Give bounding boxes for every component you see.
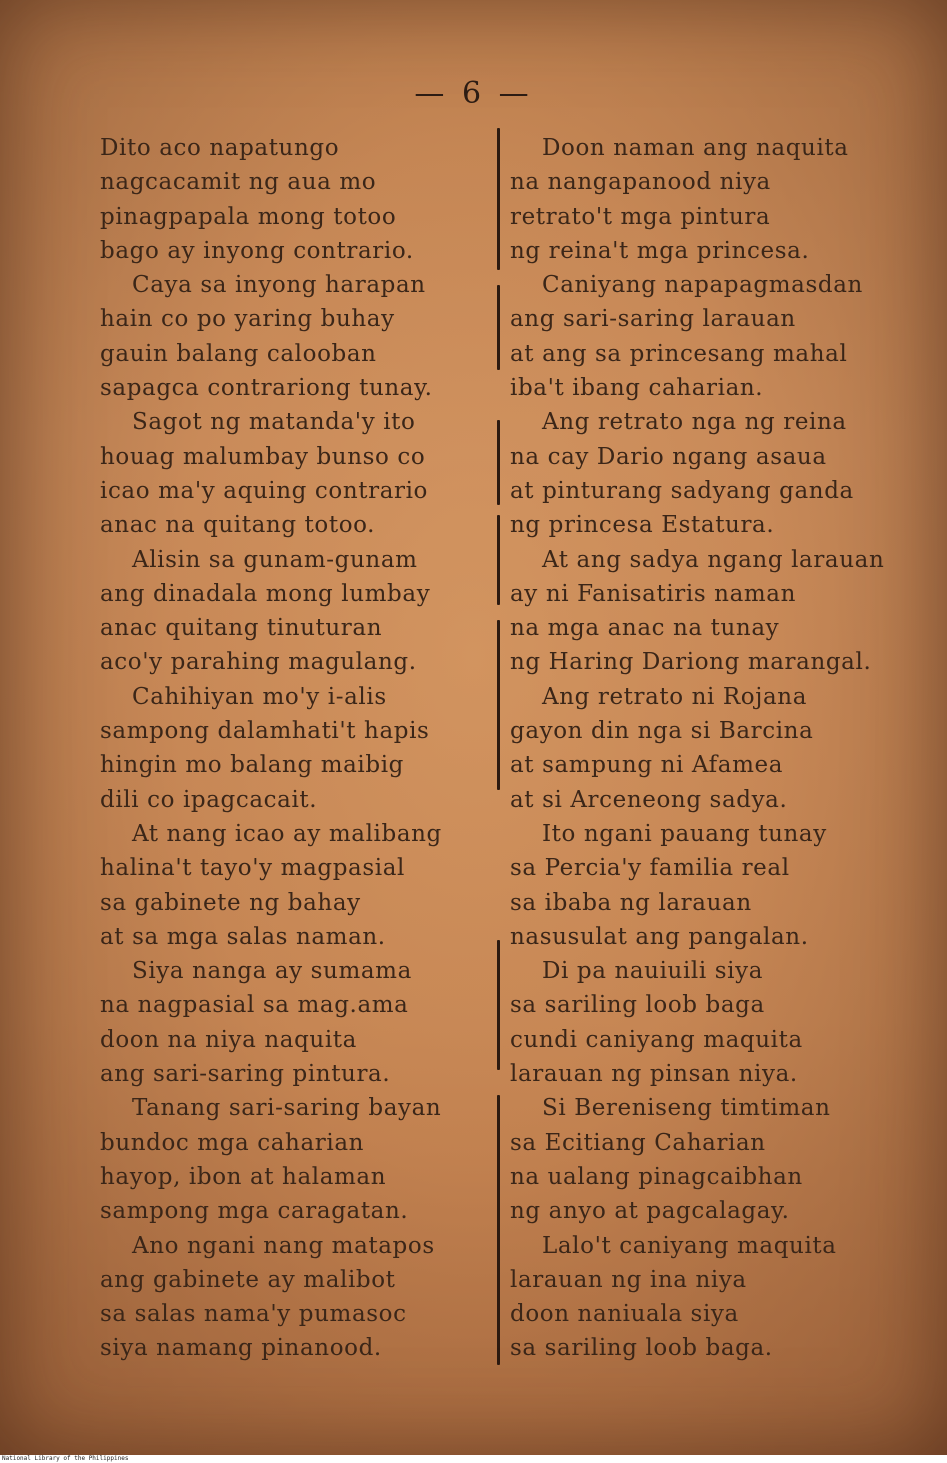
verse-line: na nagpasial sa mag.ama [100,992,409,1019]
verse-line: halina't tayo'y magpasial [100,855,405,882]
verse-line: ng Haring Dariong marangal. [510,649,872,676]
verse-line: At nang icao ay malibang [132,820,442,847]
verse-line: hain co po yaring buhay [100,306,395,333]
verse-line: larauan ng ina niya [510,1266,747,1293]
verse-line: sa ibaba ng larauan [510,889,752,916]
verse-line: at ang sa princesang mahal [510,340,848,367]
verse-line: at si Arceneong sadya. [510,786,788,813]
verse-line: sapagca contrariong tunay. [100,375,433,402]
verse-line: Dito aco napatungo [100,135,340,161]
verse-line: nasusulat ang pangalan. [510,923,809,950]
verse-line: ang dinadala mong lumbay [100,580,431,607]
verse-line: retrato't mga pintura [510,203,771,230]
column-divider [497,620,500,790]
verse-line: na mga anac na tunay [510,615,780,642]
verse-line: Ito ngani pauang tunay [542,820,827,847]
verse-line: aco'y parahing magulang. [100,649,417,676]
verse-line: na cay Dario ngang asaua [510,443,827,470]
column-divider [497,1095,500,1365]
verse-line: Alisin sa gunam-gunam [132,546,418,573]
verse-line: cundi caniyang maquita [510,1026,803,1053]
verse-line: anac quitang tinuturan [100,615,383,642]
verse-line: na nangapanood niya [510,169,771,196]
verse-line: dili co ipagcacait. [100,786,318,813]
verse-line: Doon naman ang naquita [542,135,849,161]
verse-line: bago ay inyong contrario. [100,237,414,264]
verse-line: ang sari-saring pintura. [100,1061,391,1088]
verse-line: nagcacamit ng aua mo [100,169,377,196]
verse-line: Sagot ng matanda'y ito [132,409,416,436]
verse-line: Si Bereniseng timtiman [542,1095,831,1122]
verse-line: ng reina't mga princesa. [510,237,810,264]
verse-line: ng anyo at pagcalagay. [510,1198,790,1225]
verse-line: hayop, ibon at halaman [100,1163,387,1190]
verse-line: ang sari-saring larauan [510,306,796,333]
verse-line: sa sariling loob baga. [510,1335,773,1362]
verse-line: iba't ibang caharian. [510,375,764,402]
verse-line: sa sariling loob baga [510,992,765,1019]
column-divider [497,285,500,370]
verse-line: sa gabinete ng bahay [100,889,361,916]
verse-line: na ualang pinagcaibhan [510,1163,803,1190]
verse-line: houag malumbay bunso co [100,443,426,470]
verse-line: Ang retrato nga ng reina [542,409,847,436]
verse-line: larauan ng pinsan niya. [510,1061,798,1088]
verse-line: Caniyang napapagmasdan [542,272,863,299]
verse-line: icao ma'y aquing contrario [100,477,428,504]
right-verse-column [510,131,905,1366]
column-divider [497,420,500,505]
column-divider [497,940,500,1070]
verse-line: doon naniuala siya [510,1301,739,1328]
verse-line: sa Ecitiang Caharian [510,1129,766,1156]
verse-line: Cahihiyan mo'y i-alis [132,683,387,710]
verse-line: pinagpapala mong totoo [100,203,397,230]
footer-credit: National Library of the Philippines [0,1455,947,1463]
verse-line: siya namang pinanood. [100,1335,382,1362]
verse-line: sampong dalamhati't hapis [100,718,430,745]
verse-line: Di pa nauiuili siya [542,958,764,985]
verse-line: Tanang sari-saring bayan [132,1095,442,1122]
verse-line: gayon din nga si Barcina [510,718,814,745]
verse-line: sampong mga caragatan. [100,1198,409,1225]
verse-line: at sa mga salas naman. [100,923,386,950]
verse-line: Ano ngani nang matapos [132,1232,435,1259]
left-verse-column [100,131,480,1366]
verse-line: hingin mo balang maibig [100,752,404,779]
verse-line: ay ni Fanisatiris naman [510,580,797,607]
verse-line: anac na quitang totoo. [100,512,376,539]
verse-line: at sampung ni Afamea [510,752,784,779]
verse-line: Caya sa inyong harapan [132,272,426,299]
verse-line: gauin balang calooban [100,340,377,367]
verse-line: at pinturang sadyang ganda [510,477,854,504]
verse-line: sa salas nama'y pumasoc [100,1301,407,1328]
verse-line: bundoc mga caharian [100,1129,365,1156]
verse-line: Lalo't caniyang maquita [542,1232,837,1259]
column-divider [497,128,500,270]
verse-line: At ang sadya ngang larauan [542,546,885,573]
verse-line: doon na niya naquita [100,1026,357,1053]
verse-line: sa Percia'y familia real [510,855,790,882]
verse-line: Siya nanga ay sumama [132,958,412,985]
verse-line: ang gabinete ay malibot [100,1266,396,1293]
page-number: — 6 — [414,76,533,111]
column-divider [497,515,500,605]
verse-line: ng princesa Estatura. [510,512,775,539]
verse-line: Ang retrato ni Rojana [542,683,808,710]
